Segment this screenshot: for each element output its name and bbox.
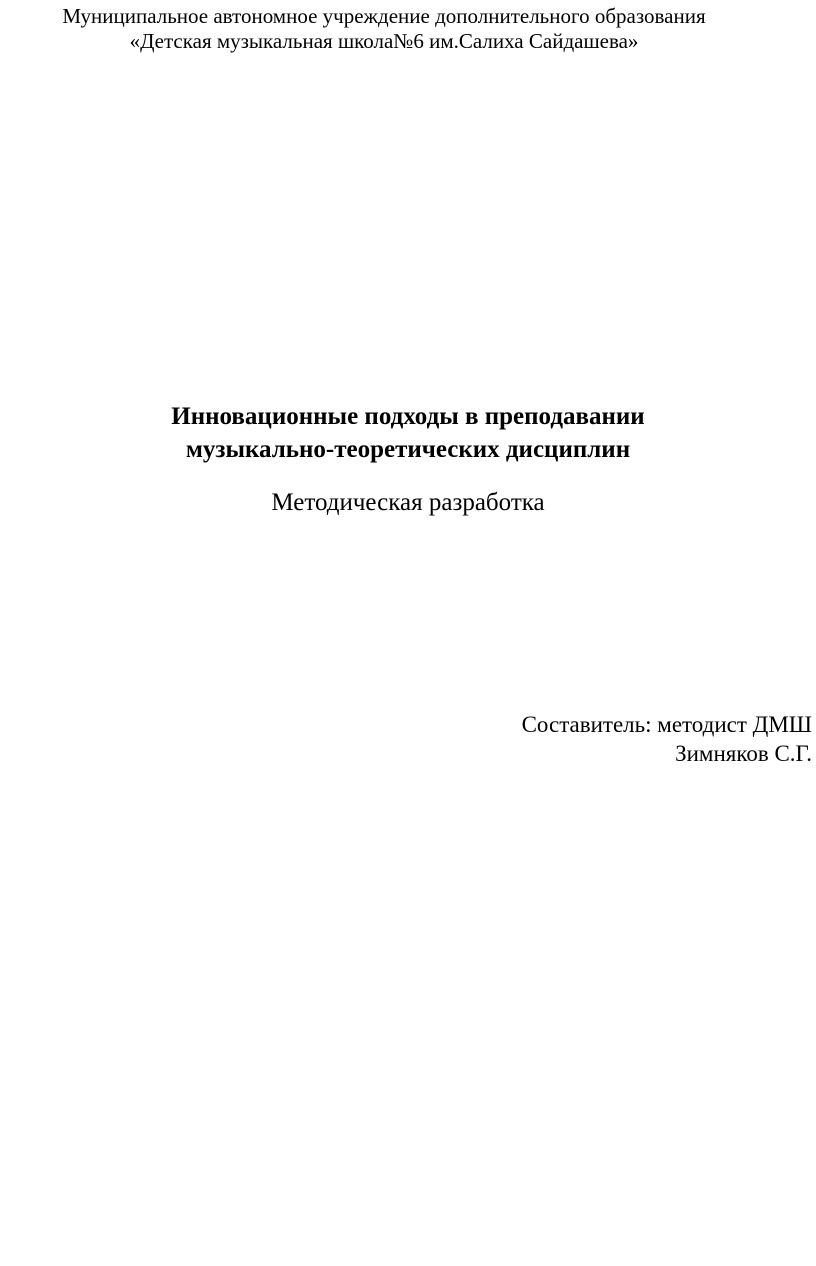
author-role: Составитель: методист ДМШ [521,712,812,737]
document-title-line-2: музыкально-теоретических дисциплин [185,436,631,463]
author-block [522,710,812,768]
author-name: Зимняков С.Г. [675,741,812,766]
document-subtitle: Методическая разработка [271,489,545,516]
title-block [0,400,816,519]
school-name: «Детская музыкальная школа№6 им.Салиха Сайдашева» [129,29,639,53]
institution-header [0,4,768,54]
institution-name: Муниципальное автономное учреждение дополнительного образования [62,4,706,28]
document-title-line-1: Инновационные подходы в преподавании [171,403,645,430]
